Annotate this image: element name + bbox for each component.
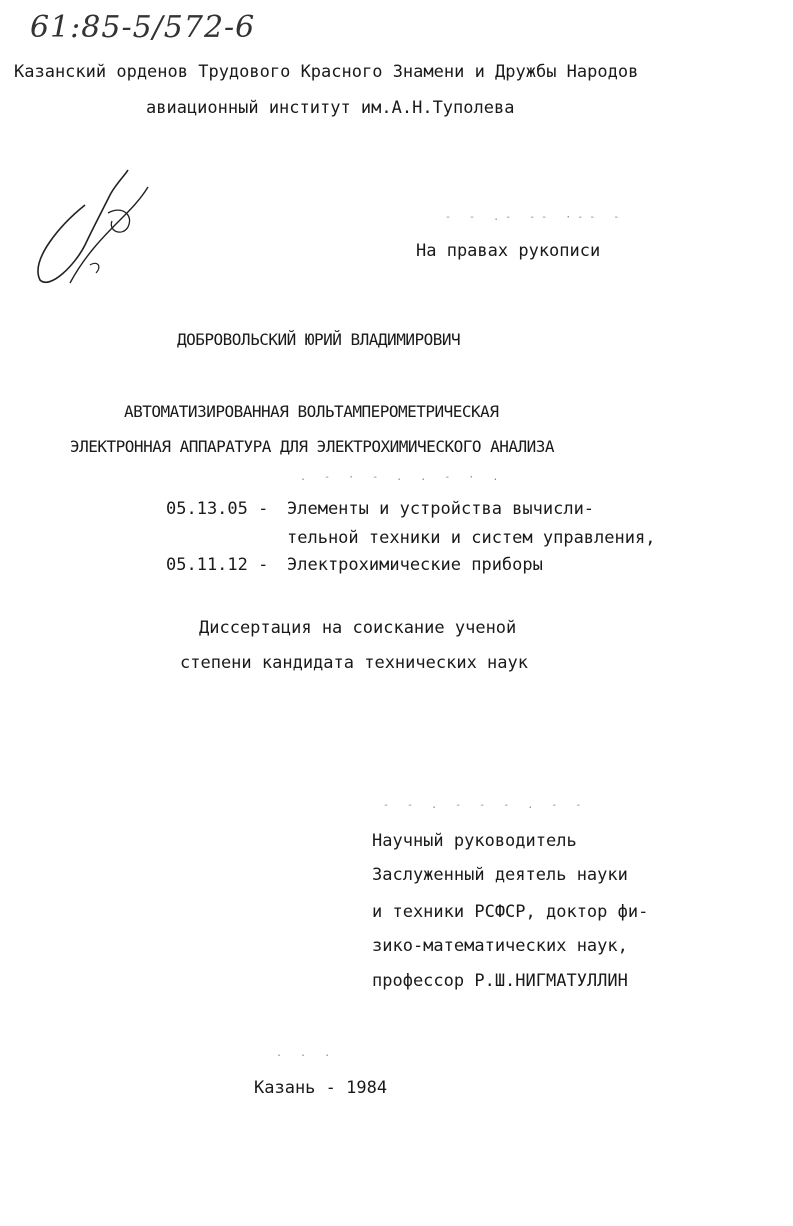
specialty-text-2: Электрохимические приборы [287, 555, 543, 575]
supervisor-line-4: зико-математических наук, [372, 936, 628, 956]
supervisor-line-2: Заслуженный деятель науки [372, 865, 628, 885]
degree-line-1: Диссертация на соискание ученой [199, 618, 517, 638]
archive-number: 61:85-5/572-6 [30, 10, 256, 45]
scan-specks: - - . - - - . - - [383, 800, 588, 811]
specialty-code-2: 05.11.12 - [166, 555, 269, 575]
title-line-2: ЭЛЕКТРОННАЯ АППАРАТУРА ДЛЯ ЭЛЕКТРОХИМИЧЕСКОГО АНАЛИЗА [70, 437, 555, 456]
specialty-code-1: 05.13.05 - [166, 499, 269, 519]
scan-specks: . - · - . . - · . [300, 472, 505, 483]
author-name: ДОБРОВОЛЬСКИЙ ЮРИЙ ВЛАДИМИРОВИЧ [177, 330, 461, 349]
institution-line-1: Казанский орденов Трудового Красного Знамени и Дружбы Народов [14, 62, 639, 82]
degree-line-2: степени кандидата технических наук [180, 653, 528, 673]
specialty-text-1b: тельной техники и систем управления, [287, 528, 656, 548]
supervisor-line-1: Научный руководитель [372, 831, 577, 851]
rights-note: На правах рукописи [416, 241, 601, 261]
supervisor-line-3: и техники РСФСР, доктор фи- [372, 902, 649, 922]
institution-line-2: авиационный институт им.А.Н.Туполева [146, 98, 515, 118]
scan-specks: - - .- -- ·-- - [445, 212, 626, 223]
scan-specks: . . . [276, 1048, 337, 1059]
supervisor-line-5: профессор Р.Ш.НИГМАТУЛЛИН [372, 971, 628, 991]
signature-icon [30, 165, 160, 295]
title-line-1: АВТОМАТИЗИРОВАННАЯ ВОЛЬТАМПЕРОМЕТРИЧЕСКАЯ [124, 402, 499, 421]
specialty-text-1a: Элементы и устройства вычисли- [287, 499, 595, 519]
place-year: Казань - 1984 [254, 1078, 388, 1098]
